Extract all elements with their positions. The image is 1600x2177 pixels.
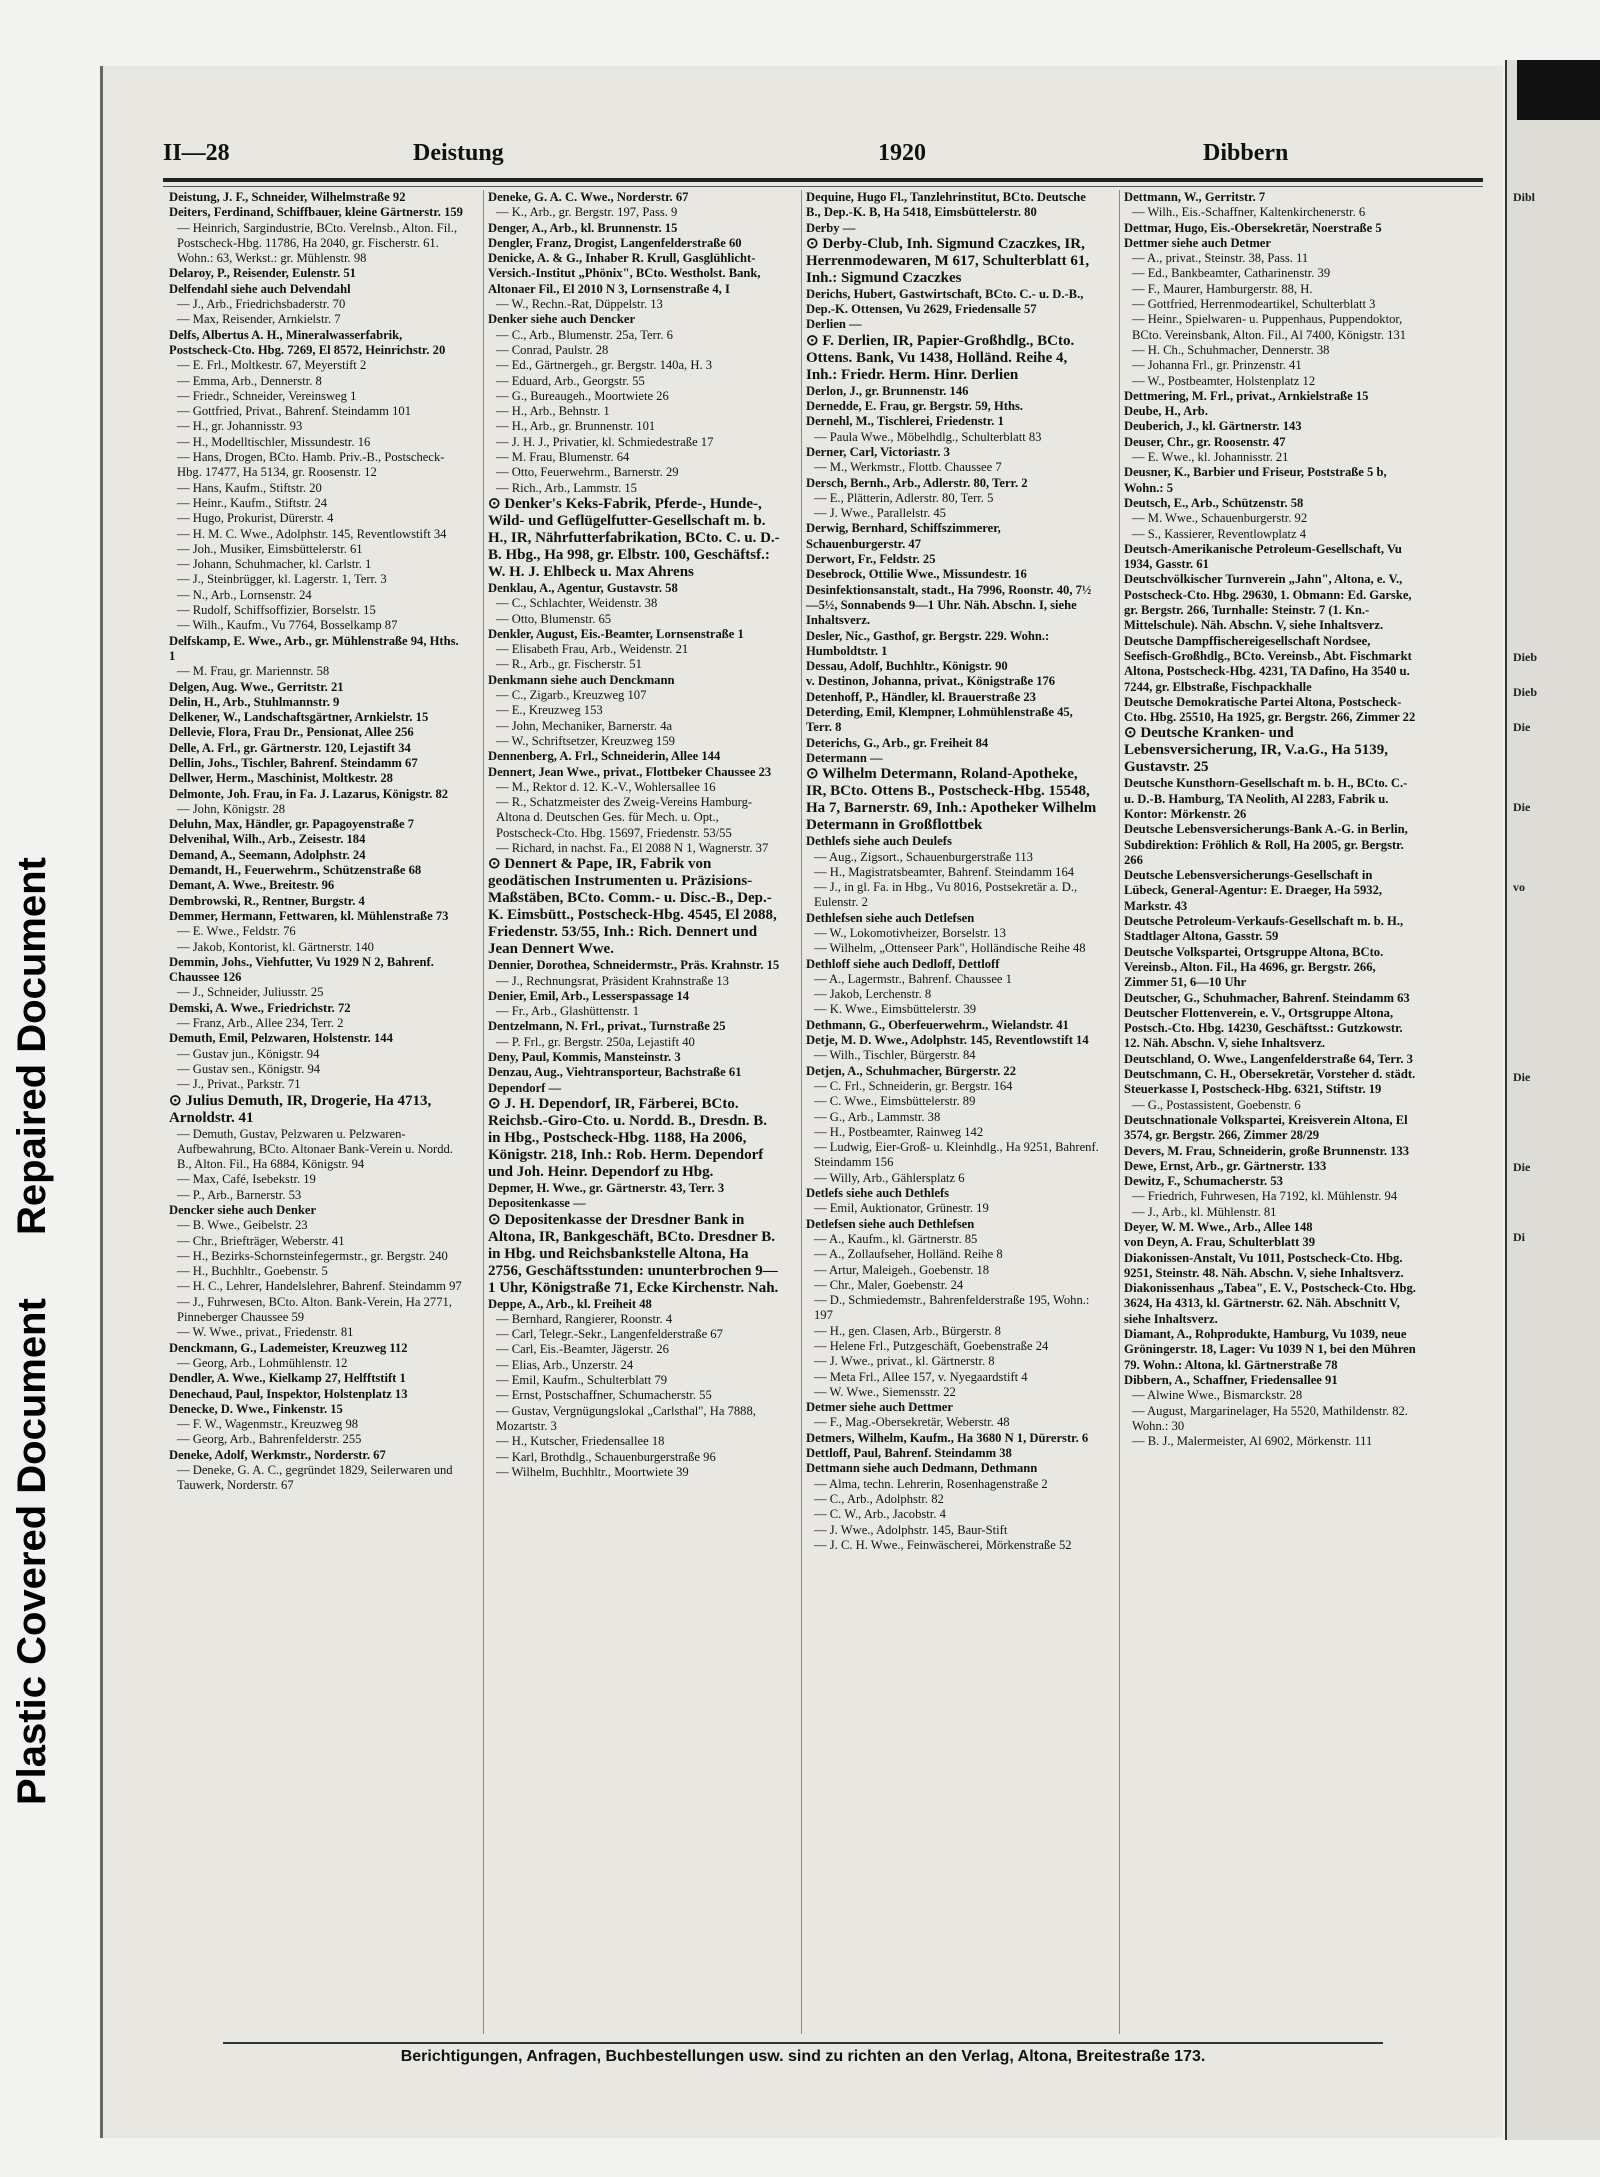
directory-entry: — M., Werkmstr., Flottb. Chaussee 7 xyxy=(814,460,1002,475)
directory-entry: Diakonissen-Anstalt, Vu 1011, Postscheck-Cto. Hbg. 9251, Steinstr. 48. Näh. Abschn. V, siehe Inhaltsverz. xyxy=(1124,1250,1404,1280)
directory-entry: — J. H. J., Privatier, kl. Schmiedestraße 17 xyxy=(496,434,714,449)
directory-entry: ⊙ Deutsche Kranken- und Lebensversicherung, IR, V.a.G., Ha 5139, Gustavstr. 25 xyxy=(1124,725,1389,776)
directory-entry: Dersch, Bernh., Arb., Adlerstr. 80, Terr. 2 xyxy=(806,475,1028,490)
directory-entry: Delin, H., Arb., Stuhlmannstr. 9 xyxy=(169,694,340,709)
directory-entry: — J., Arb., Friedrichsbaderstr. 70 xyxy=(177,297,346,312)
directory-entry: — Rich., Arb., Lammstr. 15 xyxy=(496,480,637,495)
directory-entry: — H. M. C. Wwe., Adolphstr. 145, Reventlowstift 34 xyxy=(177,526,447,541)
directory-entry: — C. Frl., Schneiderin, gr. Bergstr. 164 xyxy=(814,1078,1013,1093)
directory-entry: — B. J., Malermeister, Al 6902, Mörkenstr. 111 xyxy=(1132,1434,1373,1449)
directory-entry: — E., Plätterin, Adlerstr. 80, Terr. 5 xyxy=(814,490,994,505)
directory-entry: Diakonissenhaus „Tabea", E. V., Postscheck-Cto. Hbg. 3624, Ha 4313, kl. Gärtnerstr. 62. Näh. Abschnitt V, siehe Inhaltsverz. xyxy=(1124,1281,1416,1326)
directory-entry: Deterichs, G., Arb., gr. Freiheit 84 xyxy=(806,735,989,750)
directory-page xyxy=(100,66,1503,2138)
directory-entry: — P., Arb., Barnerstr. 53 xyxy=(177,1187,302,1202)
directory-entry: — Carl, Eis.-Beamter, Jägerstr. 26 xyxy=(496,1342,669,1357)
directory-entry: — P. Frl., gr. Bergstr. 250a, Lejastift 40 xyxy=(496,1034,695,1049)
directory-entry: von Deyn, A. Frau, Schulterblatt 39 xyxy=(1124,1235,1316,1250)
directory-entry: — J., Rechnungsrat, Präsident Krahnstraße 13 xyxy=(496,973,729,988)
directory-entry: — Friedr., Schneider, Vereinsweg 1 xyxy=(177,388,357,403)
directory-entry: — C. Wwe., Eimsbüttelerstr. 89 xyxy=(814,1094,976,1109)
directory-entry: Dettmering, M. Frl., privat., Arnkielstraße 15 xyxy=(1124,388,1369,403)
directory-entry: — W., Schriftsetzer, Kreuzweg 159 xyxy=(496,733,675,748)
directory-entry: — H. Ch., Schuhmacher, Dennerstr. 38 xyxy=(1132,342,1330,357)
directory-entry: Deppe, A., Arb., kl. Freiheit 48 xyxy=(488,1296,652,1311)
directory-entry: Dentzelmann, N. Frl., privat., Turnstraße 25 xyxy=(488,1019,726,1034)
directory-entry: — Max, Reisender, Arnkielstr. 7 xyxy=(177,312,341,327)
directory-entry: — C. W., Arb., Jacobstr. 4 xyxy=(814,1507,946,1522)
directory-entry: Delfendahl siehe auch Delvendahl xyxy=(169,281,351,296)
directory-entry: — C., Schlachter, Weidenstr. 38 xyxy=(496,596,658,611)
directory-entry: — August, Margarinelager, Ha 5520, Mathildenstr. 82. Wohn.: 30 xyxy=(1132,1403,1408,1433)
directory-entry: — J. C. H. Wwe., Feinwäscherei, Mörkenstraße 52 xyxy=(814,1537,1072,1552)
directory-entry: — A., Zollaufseher, Holländ. Reihe 8 xyxy=(814,1247,1003,1262)
directory-entry: Deistung, J. F., Schneider, Wilhelmstraße 92 xyxy=(169,190,406,204)
directory-entry: Dernedde, E. Frau, gr. Bergstr. 59, Hths. xyxy=(806,399,1024,414)
directory-entry: — R., Schatzmeister des Zweig-Vereins Hamburg-Altona d. Deutschen Ges. für Mech. u. Opt., Postscheck-Cto. Hbg. 15697, Friedenstr. 53/55 xyxy=(496,795,753,840)
directory-entry: — M. Wwe., Schauenburgerstr. 92 xyxy=(1132,511,1308,526)
adjacent-page-fragment: Die xyxy=(1513,800,1531,814)
directory-entry: Devers, M. Frau, Schneiderin, große Brunnenstr. 133 xyxy=(1124,1143,1410,1158)
directory-entry: Denckmann, G., Lademeister, Kreuzweg 112 xyxy=(169,1340,408,1355)
directory-columns xyxy=(165,190,1435,2034)
publisher-footer: Berichtigungen, Anfragen, Buchbestellungen usw. sind zu richten an den Verlag, Altona, Breitestraße 173. xyxy=(223,2042,1383,2066)
directory-entry: Deutscher, G., Schuhmacher, Bahrenf. Steindamm 63 xyxy=(1124,990,1410,1005)
directory-entry: Derner, Carl, Victoriastr. 3 xyxy=(806,444,950,459)
directory-entry: — C., Zigarb., Kreuzweg 107 xyxy=(496,688,647,703)
directory-entry: Deutsche Demokratische Partei Altona, Postscheck-Cto. Hbg. 25510, Ha 1925, gr. Bergstr. 266, Zimmer 22 xyxy=(1124,694,1416,725)
directory-entry: — W., Postbeamter, Holstenplatz 12 xyxy=(1132,373,1316,388)
directory-entry: Dethlefs siehe auch Deulefs xyxy=(806,834,952,849)
directory-entry: — Gottfried, Privat., Bahrenf. Steindamm 101 xyxy=(177,404,411,419)
directory-entry: Denzau, Aug., Viehtransporteur, Bachstraße 61 xyxy=(488,1065,742,1080)
directory-entry: — E. Wwe., Feldstr. 76 xyxy=(177,924,296,939)
directory-entry: — Otto, Feuerwehrm., Barnerstr. 29 xyxy=(496,465,679,480)
column-4 xyxy=(1119,190,1420,2034)
plastic-covered-document-label: Plastic Covered Document xyxy=(10,1298,54,1805)
directory-entry: Desler, Nic., Gasthof, gr. Bergstr. 229. Wohn.: Humboldtstr. 1 xyxy=(806,628,1050,658)
directory-entry: Detje, M. D. Wwe., Adolphstr. 145, Reventlowstift 14 xyxy=(806,1033,1089,1048)
directory-entry: — H., Buchhltr., Goebenstr. 5 xyxy=(177,1264,328,1279)
directory-entry: — Franz, Arb., Allee 234, Terr. 2 xyxy=(177,1016,344,1031)
directory-entry: Desinfektionsanstalt, stadt., Ha 7996, Roonstr. 40, 7½—5½, Sonnabends 9—1 Uhr. Näh. Abschn. I, siehe Inhaltsverz. xyxy=(806,582,1092,628)
directory-entry: — Willy, Arb., Gählersplatz 6 xyxy=(814,1170,965,1185)
directory-entry: — Emma, Arb., Dennerstr. 8 xyxy=(177,373,322,388)
directory-entry: v. Destinon, Johanna, privat., Königstraße 176 xyxy=(806,674,1056,689)
directory-entry: ⊙ Denker's Keks-Fabrik, Pferde-, Hunde-, Wild- und Geflügelfutter-Gesellschaft m. b. H., IR, Nährfutterfabrikation, BCto. C. u. D.-B. Hbg., Ha 998, gr. Elbstr. 100, Geschäftsf.: W. H. J. Ehlbeck u. Max Ahrens xyxy=(488,495,780,580)
directory-entry: — N., Arb., Lornsenstr. 24 xyxy=(177,587,312,602)
directory-entry: Dewe, Ernst, Arb., gr. Gärtnerstr. 133 xyxy=(1124,1158,1327,1173)
directory-entry: — Bernhard, Rangierer, Roonstr. 4 xyxy=(496,1311,673,1326)
directory-entry: Demand, A., Seemann, Adolphstr. 24 xyxy=(169,847,366,862)
directory-entry: — H., Bezirks-Schornsteinfegermstr., gr. Bergstr. 240 xyxy=(177,1248,448,1263)
directory-entry: — A., privat., Steinstr. 38, Pass. 11 xyxy=(1132,251,1309,266)
adjacent-page-fragment: Die xyxy=(1513,1070,1531,1084)
directory-entry: — S., Kassierer, Reventlowplatz 4 xyxy=(1132,526,1307,541)
directory-entry: Diamant, A., Rohprodukte, Hamburg, Vu 1039, neue Gröningerstr. 18, Lager: Vu 1039 N 1, bei den Mühren 79. Wohn.: Altona, kl. Gärtnerstraße 78 xyxy=(1124,1327,1416,1372)
directory-entry: Deutsche Petroleum-Verkaufs-Gesellschaft m. b. H., Stadtlager Altona, Gasstr. 59 xyxy=(1124,914,1404,944)
directory-entry: — Wilh., Eis.-Schaffner, Kaltenkirchenerstr. 6 xyxy=(1132,205,1366,220)
directory-entry: Deiters, Ferdinand, Schiffbauer, kleine Gärtnerstr. 159 xyxy=(169,205,463,220)
directory-entry: — Fr., Arb., Glashüttenstr. 1 xyxy=(496,1004,640,1019)
directory-entry: Dependorf — xyxy=(488,1080,562,1095)
directory-entry: — H., Arb., gr. Brunnenstr. 101 xyxy=(496,419,656,434)
directory-entry: Demmer, Hermann, Fettwaren, kl. Mühlenstraße 73 xyxy=(169,908,449,923)
directory-entry: Denkler, August, Eis.-Beamter, Lornsenstraße 1 xyxy=(488,626,744,641)
directory-entry: Deneke, G. A. C. Wwe., Norderstr. 67 xyxy=(488,190,689,204)
adjacent-page-fragment: Die xyxy=(1513,1160,1531,1174)
directory-entry: — E., Kreuzweg 153 xyxy=(496,703,603,718)
directory-entry: Derichs, Hubert, Gastwirtschaft, BCto. C.- u. D.-B., Dep.-K. Ottensen, Vu 2629, Friedensalle 57 xyxy=(806,286,1084,317)
directory-entry: — H., Postbeamter, Rainweg 142 xyxy=(814,1124,984,1139)
directory-entry: — Helene Frl., Putzgeschäft, Goebenstraße 24 xyxy=(814,1339,1049,1353)
directory-entry: — Ludwig, Eier-Groß- u. Kleinhdlg., Ha 9251, Bahrenf. Steindamm 156 xyxy=(814,1140,1099,1170)
directory-entry: — J. Wwe., Adolphstr. 145, Baur-Stift xyxy=(814,1522,1008,1537)
directory-entry: — A., Lagermstr., Bahrenf. Chaussee 1 xyxy=(814,971,1012,986)
directory-entry: — Friedrich, Fuhrwesen, Ha 7192, kl. Mühlenstr. 94 xyxy=(1132,1189,1398,1204)
directory-entry: — M. Frau, gr. Mariennstr. 58 xyxy=(177,664,330,679)
directory-entry: — Johanna Frl., gr. Prinzenstr. 41 xyxy=(1132,358,1302,373)
directory-entry: Dewitz, F., Schumacherstr. 53 xyxy=(1124,1174,1283,1189)
directory-entry: — W., Lokomotivheizer, Borselstr. 13 xyxy=(814,925,1006,940)
directory-entry: Dengler, Franz, Drogist, Langenfelderstraße 60 xyxy=(488,235,742,250)
directory-entry: — G., Arb., Lammstr. 38 xyxy=(814,1109,941,1124)
directory-entry: Dencker siehe auch Denker xyxy=(169,1203,317,1217)
directory-entry: Denker siehe auch Dencker xyxy=(488,312,636,327)
directory-entry: Dellin, Johs., Tischler, Bahrenf. Steindamm 67 xyxy=(169,755,418,770)
directory-entry: Demandt, H., Feuerwehrm., Schützenstraße 68 xyxy=(169,863,422,878)
directory-entry: — Aug., Zigsort., Schauenburgerstraße 113 xyxy=(814,849,1033,864)
directory-entry: Detmer siehe auch Dettmer xyxy=(806,1400,953,1415)
directory-entry: — J., Steinbrügger, kl. Lagerstr. 1, Terr. 3 xyxy=(177,572,387,587)
directory-entry: Dessau, Adolf, Buchhltr., Königstr. 90 xyxy=(806,659,1008,674)
directory-entry: — G., Postassistent, Goebenstr. 6 xyxy=(1132,1097,1301,1112)
directory-entry: Deutschland, O. Wwe., Langenfelderstraße 64, Terr. 3 xyxy=(1124,1051,1413,1066)
directory-entry: — Gustav sen., Königstr. 94 xyxy=(177,1061,321,1076)
directory-entry: — C., Arb., Blumenstr. 25a, Terr. 6 xyxy=(496,327,673,342)
directory-entry: ⊙ Derby-Club, Inh. Sigmund Czaczkes, IR, Herrenmodewaren, M 617, Schulterblatt 61, Inh.: Sigmund Czaczkes xyxy=(806,235,1090,286)
directory-entry: Dibbern, A., Schaffner, Friedensallee 91 xyxy=(1124,1372,1338,1387)
directory-entry: Depositenkasse — xyxy=(488,1196,586,1211)
directory-entry: Demmin, Johs., Viehfutter, Vu 1929 N 2, Bahrenf. Chaussee 126 xyxy=(169,954,434,985)
directory-entry: — E. Frl., Moltkestr. 67, Meyerstift 2 xyxy=(177,358,367,373)
directory-entry: — Paula Wwe., Möbelhdlg., Schulterblatt 83 xyxy=(814,429,1042,444)
adjacent-page-fragment: vo xyxy=(1513,880,1525,894)
header-year: 1920 xyxy=(878,140,926,166)
directory-entry: Dettmar, Hugo, Eis.-Obersekretär, Noerstraße 5 xyxy=(1124,220,1382,235)
directory-entry: — F., Maurer, Hamburgerstr. 88, H. xyxy=(1132,281,1313,296)
directory-entry: — Ed., Gärtnergeh., gr. Bergstr. 140a, H. 3 xyxy=(496,358,713,373)
directory-entry: Dendler, A. Wwe., Kielkamp 27, Helfftstift 1 xyxy=(169,1371,406,1386)
directory-entry: — Chr., Maler, Goebenstr. 24 xyxy=(814,1277,964,1292)
directory-entry: Deny, Paul, Kommis, Mansteinstr. 3 xyxy=(488,1050,681,1065)
directory-entry: Demuth, Emil, Pelzwaren, Holstenstr. 144 xyxy=(169,1031,393,1046)
directory-entry: — Heinr., Kaufm., Stiftstr. 24 xyxy=(177,495,328,510)
directory-entry: Delgen, Aug. Wwe., Gerritstr. 21 xyxy=(169,679,344,694)
directory-entry: Delkener, W., Landschaftsgärtner, Arnkielstr. 15 xyxy=(169,710,429,725)
directory-entry: — Deneke, G. A. C., gegründet 1829, Seilerwaren und Tauwerk, Norderstr. 67 xyxy=(177,1463,453,1493)
directory-entry: Dennert, Jean Wwe., privat., Flottbeker Chaussee 23 xyxy=(488,764,772,779)
directory-entry: Detjen, A., Schuhmacher, Bürgerstr. 22 xyxy=(806,1063,1017,1078)
directory-entry: Deutschnationale Volkspartei, Kreisverein Altona, El 3574, gr. Bergstr. 266, Zimmer 28/29 xyxy=(1124,1112,1408,1143)
directory-entry: — H., Arb., Behnstr. 1 xyxy=(496,404,610,419)
directory-entry: Delmonte, Joh. Frau, in Fa. J. Lazarus, Königstr. 82 xyxy=(169,786,449,801)
directory-entry: Deyer, W. M. Wwe., Arb., Allee 148 xyxy=(1124,1220,1313,1234)
directory-entry: — Max, Café, Isebekstr. 19 xyxy=(177,1172,316,1187)
adjacent-page-fragment: Dieb xyxy=(1513,650,1537,664)
directory-entry: — M., Rektor d. 12. K.-V., Wohlersallee 16 xyxy=(496,779,716,794)
directory-entry: Deutsch, E., Arb., Schützenstr. 58 xyxy=(1124,495,1304,510)
directory-entry: Demant, A. Wwe., Breitestr. 96 xyxy=(169,878,335,893)
directory-entry: Denicke, A. & G., Inhaber R. Krull, Gasglühlicht-Versich.-Institut „Phönix", BCto. Westholst. Bank, Altonaer Fil., El 2010 N 3, Lornsenstraße 4, I xyxy=(488,251,761,296)
directory-entry: — Gustav, Vergnügungslokal „Carlsthal", Ha 7888, Mozartstr. 3 xyxy=(496,1403,756,1433)
adjacent-page-fragment: Di xyxy=(1513,1230,1525,1244)
repaired-document-label: Repaired Document xyxy=(10,857,54,1235)
header-rule-thin xyxy=(163,186,1483,187)
directory-entry: — Richard, in nachst. Fa., El 2088 N 1, Wagnerstr. 37 xyxy=(496,840,769,855)
directory-entry: — Emil, Auktionator, Grünestr. 19 xyxy=(814,1201,989,1216)
directory-entry: — W., Rechn.-Rat, Düppelstr. 13 xyxy=(496,297,663,312)
directory-entry: — Chr., Briefträger, Weberstr. 41 xyxy=(177,1233,345,1248)
directory-entry: — Hugo, Prokurist, Dürerstr. 4 xyxy=(177,511,334,526)
directory-entry: Detmers, Wilhelm, Kaufm., Ha 3680 N 1, Dürerstr. 6 xyxy=(806,1430,1089,1445)
directory-entry: — E. Wwe., kl. Johannisstr. 21 xyxy=(1132,450,1289,465)
page-header xyxy=(163,140,1483,176)
header-last-word: Dibbern xyxy=(1203,140,1289,166)
directory-entry: — A., Kaufm., kl. Gärtnerstr. 85 xyxy=(814,1231,978,1246)
directory-entry: — John, Mechaniker, Barnerstr. 4a xyxy=(496,718,673,733)
directory-entry: Dellevie, Flora, Frau Dr., Pensionat, Allee 256 xyxy=(169,725,414,740)
directory-entry: — W. Wwe., privat., Friedenstr. 81 xyxy=(177,1325,354,1340)
directory-entry: Dethlefsen siehe auch Detlefsen xyxy=(806,910,975,925)
directory-entry: — Joh., Musiker, Eimsbüttelerstr. 61 xyxy=(177,541,363,556)
header-first-word: Deistung xyxy=(413,140,504,166)
directory-entry: Determann — xyxy=(806,750,883,765)
directory-entry: ⊙ Dennert & Pape, IR, Fabrik von geodätischen Instrumenten u. Präzisions-Maßstäben, BCto. Comm.- u. Disc.-B., Dep.-K. Eimsbütt., Postscheck-Hbg. 4545, El 2088, Friedenstr. 53/55, Inh.: Rich. Dennert und Jean Dennert Wwe. xyxy=(488,856,777,958)
directory-entry: — Elisabeth Frau, Arb., Weidenstr. 21 xyxy=(496,642,689,657)
directory-entry: Deube, H., Arb. xyxy=(1124,404,1208,419)
adjacent-page xyxy=(1505,60,1600,2140)
directory-entry: — Jakob, Lerchenstr. 8 xyxy=(814,987,932,1002)
directory-entry: — K. Wwe., Eimsbüttelerstr. 39 xyxy=(814,1002,977,1017)
directory-entry: Depmer, H. Wwe., gr. Gärtnerstr. 43, Terr. 3 xyxy=(488,1180,725,1195)
directory-entry: — Georg, Arb., Lohmühlenstr. 12 xyxy=(177,1355,348,1370)
directory-entry: ⊙ J. H. Dependorf, IR, Färberei, BCto. Reichsb.-Giro-Cto. u. Nordd. B., Dresdn. B. in Hbg., Postscheck-Hbg. 1188, Ha 2006, Königstr. 218, Inh.: Rob. Herm. Dependorf und Joh. Heinr. Dependorf zu Hbg. xyxy=(488,1095,768,1180)
directory-entry: — G., Bureaugeh., Moortwiete 26 xyxy=(496,388,669,403)
directory-entry: Denecke, D. Wwe., Finkenstr. 15 xyxy=(169,1401,343,1416)
directory-entry: Dequine, Hugo Fl., Tanzlehrinstitut, BCto. Deutsche B., Dep.-K. B, Ha 5418, Eimsbüttelerstr. 80 xyxy=(806,190,1086,220)
directory-entry: Detlefs siehe auch Dethlefs xyxy=(806,1186,950,1201)
directory-entry: Detlefsen siehe auch Dethlefsen xyxy=(806,1216,975,1231)
directory-entry: — Gottfried, Herrenmodeartikel, Schulterblatt 3 xyxy=(1132,297,1376,312)
directory-entry: Dettloff, Paul, Bahrenf. Steindamm 38 xyxy=(806,1446,1012,1461)
directory-entry: — John, Königstr. 28 xyxy=(177,801,286,816)
directory-entry: Deterding, Emil, Klempner, Lohmühlenstraße 45, Terr. 8 xyxy=(806,705,1073,735)
directory-entry: — Ernst, Postschaffner, Schumacherstr. 55 xyxy=(496,1388,712,1403)
directory-entry: Delaroy, P., Reisender, Eulenstr. 51 xyxy=(169,266,356,281)
directory-entry: Derby — xyxy=(806,220,856,235)
directory-entry: — F., Mag.-Obersekretär, Weberstr. 48 xyxy=(814,1415,1010,1430)
directory-entry: Deusner, K., Barbier und Friseur, Poststraße 5 b, Wohn.: 5 xyxy=(1124,465,1387,495)
directory-entry: ⊙ Depositenkasse der Dresdner Bank in Altona, IR, Bankgeschäft, BCto. Dresdner B. in Hbg. und Reichsbankstelle Altona, Ha 2756, Geschäftsstunden: ununterbrochen 9—1 Uhr, Königstraße 71, Ecke Kirchenstr. Nah. xyxy=(488,1211,779,1296)
page-number: II—28 xyxy=(163,140,230,166)
directory-entry: Dennenberg, A. Frl., Schneiderin, Allee 144 xyxy=(488,749,721,764)
directory-entry: Derlon, J., gr. Brunnenstr. 146 xyxy=(806,383,969,398)
directory-entry: — J. Wwe., privat., kl. Gärtnerstr. 8 xyxy=(814,1354,995,1369)
adjacent-page-fragment: Die xyxy=(1513,720,1531,734)
directory-entry: — Elias, Arb., Unzerstr. 24 xyxy=(496,1357,634,1372)
directory-entry: — Karl, Brothdlg., Schauenburgerstraße 96 xyxy=(496,1449,716,1464)
column-1 xyxy=(165,190,465,2034)
directory-entry: Derlien — xyxy=(806,317,862,332)
column-3 xyxy=(801,190,1102,2034)
directory-entry: — Wilh., Tischler, Bürgerstr. 84 xyxy=(814,1048,976,1063)
directory-entry: — H., Modelltischler, Missundestr. 16 xyxy=(177,434,371,449)
directory-entry: — Heinr., Spielwaren- u. Puppenhaus, Puppendoktor, BCto. Vereinsbank, Alton. Fil., Al 7400, Königstr. 131 xyxy=(1132,312,1407,342)
directory-entry: — Wilhelm, „Ottenseer Park", Holländische Reihe 48 xyxy=(814,941,1086,956)
directory-entry: — Carl, Telegr.-Sekr., Langenfelderstraße 67 xyxy=(496,1327,723,1342)
adjacent-page-fragment: Dieb xyxy=(1513,685,1537,699)
directory-entry: Detenhoff, P., Händler, kl. Brauerstraße 23 xyxy=(806,689,1036,704)
directory-entry: — F. W., Wagenmstr., Kreuzweg 98 xyxy=(177,1417,359,1432)
directory-entry: — Ed., Bankbeamter, Catharinenstr. 39 xyxy=(1132,266,1331,281)
directory-entry: — Hans, Kaufm., Stiftstr. 20 xyxy=(177,480,322,495)
directory-entry: — Gustav jun., Königstr. 94 xyxy=(177,1046,320,1061)
header-rule xyxy=(163,178,1483,182)
directory-entry: — Alma, techn. Lehrerin, Rosenhagenstraße 2 xyxy=(814,1476,1048,1491)
directory-entry: Desebrock, Ottilie Wwe., Missundestr. 16 xyxy=(806,567,1027,582)
directory-entry: — Rudolf, Schiffsoffizier, Borselstr. 15 xyxy=(177,603,376,618)
directory-entry: — M. Frau, Blumenstr. 64 xyxy=(496,450,630,465)
column-2 xyxy=(483,190,784,2034)
directory-entry: Denger, A., Arb., kl. Brunnenstr. 15 xyxy=(488,220,678,235)
directory-entry: Deutsch-Amerikanische Petroleum-Gesellschaft, Vu 1934, Gasstr. 61 xyxy=(1124,541,1402,572)
directory-entry: Deutsche Kunsthorn-Gesellschaft m. b. H., BCto. C.- u. D.-B. Hamburg, TA Neolith, Al 2283, Fabrik u. Kontor: Mörkenstr. 26 xyxy=(1124,776,1408,821)
adjacent-page-fragment: Dibl xyxy=(1513,190,1536,204)
directory-entry: Deutsche Volkspartei, Ortsgruppe Altona, BCto. Vereinsb., Alton. Fil., Ha 4696, gr. Bergstr. 266, Zimmer 51, 6—10 Uhr xyxy=(1124,944,1384,990)
directory-entry: Deutschvölkischer Turnverein „Jahn", Altona, e. V., Postscheck-Cto. Hbg. 29630, 1. Obmann: Ed. Garske, gr. Bergstr. 266, Turnhalle: Steinstr. 7 (1. Kn.-Mittelschule). Näh. Abschn. V, siehe Inhaltsverz. xyxy=(1124,572,1412,633)
directory-entry: — H. C., Lehrer, Handelslehrer, Bahrenf. Steindamm 97 xyxy=(177,1279,462,1294)
directory-entry: ⊙ Wilhelm Determann, Roland-Apotheke, IR, BCto. Ottens B., Postscheck-Hbg. 15548, Ha 7, Barnerstr. 69, Inh.: Apotheker Wilhelm Determann in Großflottbek xyxy=(806,766,1097,834)
directory-entry: Dettmer siehe auch Detmer xyxy=(1124,235,1271,250)
directory-entry: Denklau, A., Agentur, Gustavstr. 58 xyxy=(488,580,678,595)
directory-entry: ⊙ F. Derlien, IR, Papier-Großhdlg., BCto. Ottens. Bank, Vu 1438, Holländ. Reihe 4, Inh.: Friedr. Herm. Hinr. Derlien xyxy=(806,332,1075,383)
directory-entry: — Wilhelm, Buchhltr., Moortwiete 39 xyxy=(496,1464,689,1479)
directory-entry: Dernehl, M., Tischlerei, Friedenstr. 1 xyxy=(806,414,1004,429)
directory-entry: — Hans, Drogen, BCto. Hamb. Priv.-B., Postscheck-Hbg. 17477, Ha 5134, gr. Roosenstr. 12 xyxy=(177,450,445,480)
directory-entry: Dellwer, Herm., Maschinist, Moltkestr. 28 xyxy=(169,771,393,786)
directory-entry: Dettmann siehe auch Dedmann, Dethmann xyxy=(806,1461,1038,1476)
directory-entry: — Johann, Schuhmacher, kl. Carlstr. 1 xyxy=(177,557,372,572)
directory-entry: Deuser, Chr., gr. Roosenstr. 47 xyxy=(1124,434,1286,449)
directory-entry: Deluhn, Max, Händler, gr. Papagoyenstraße 7 xyxy=(169,817,415,832)
directory-entry: Dethmann, G., Oberfeuerwehrm., Wielandstr. 41 xyxy=(806,1017,1069,1032)
directory-entry: Deutsche Lebensversicherungs-Bank A.-G. in Berlin, Subdirektion: Fröhlich & Roll, Ha 2005, gr. Bergstr. 266 xyxy=(1124,822,1408,867)
directory-entry: — J., Privat., Parkstr. 71 xyxy=(177,1077,301,1092)
directory-entry: Deneke, Adolf, Werkmstr., Norderstr. 67 xyxy=(169,1447,386,1462)
directory-entry: — Demuth, Gustav, Pelzwaren u. Pelzwaren-Aufbewahrung, BCto. Altonaer Bank-Verein u. Nordd. B., Alton. Fil., Ha 6884, Königstr. 94 xyxy=(177,1126,453,1172)
directory-entry: — J., Schneider, Juliusstr. 25 xyxy=(177,985,324,1000)
directory-entry: — Wilh., Kaufm., Vu 7764, Bosselkamp 87 xyxy=(177,618,398,633)
directory-entry: — B. Wwe., Geibelstr. 23 xyxy=(177,1218,308,1233)
directory-entry: — J. Wwe., Parallelstr. 45 xyxy=(814,506,946,521)
directory-entry: — H., gen. Clasen, Arb., Bürgerstr. 8 xyxy=(814,1323,1001,1338)
directory-entry: — K., Arb., gr. Bergstr. 197, Pass. 9 xyxy=(496,205,678,220)
directory-entry: Delfs, Albertus A. H., Mineralwasserfabrik, Postscheck-Cto. Hbg. 7269, El 8572, Heinrichstr. 20 xyxy=(169,327,446,357)
directory-entry: — Georg, Arb., Bahrenfelderstr. 255 xyxy=(177,1432,362,1447)
directory-entry: — Jakob, Kontorist, kl. Gärtnerstr. 140 xyxy=(177,939,374,954)
directory-entry: — W. Wwe., Siemensstr. 22 xyxy=(814,1384,956,1399)
directory-entry: — D., Schmiedemstr., Bahrenfelderstraße 195, Wohn.: 197 xyxy=(814,1293,1090,1323)
directory-entry: Denechaud, Paul, Inspektor, Holstenplatz 13 xyxy=(169,1386,408,1401)
directory-entry: — Conrad, Paulstr. 28 xyxy=(496,342,609,357)
directory-entry: — J., Arb., kl. Mühlenstr. 81 xyxy=(1132,1204,1277,1219)
directory-entry: Derwort, Fr., Feldstr. 25 xyxy=(806,552,936,567)
directory-entry: Delle, A. Frl., gr. Gärtnerstr. 120, Lejastift 34 xyxy=(169,740,411,755)
directory-entry: — Alwine Wwe., Bismarckstr. 28 xyxy=(1132,1388,1303,1403)
directory-entry: Delvenihal, Wilh., Arb., Zeisestr. 184 xyxy=(169,832,366,847)
directory-entry: Deuberich, J., kl. Gärtnerstr. 143 xyxy=(1124,419,1302,434)
directory-entry: — J., in gl. Fa. in Hbg., Vu 8016, Postsekretär a. D., Eulenstr. 2 xyxy=(814,880,1078,910)
directory-entry: — Otto, Blumenstr. 65 xyxy=(496,611,612,626)
directory-entry: Demski, A. Wwe., Friedrichstr. 72 xyxy=(169,1000,351,1015)
directory-entry: — H., Kutscher, Friedensallee 18 xyxy=(496,1434,665,1449)
directory-entry: — Heinrich, Sargindustrie, BCto. Verelnsb., Alton. Fil., Postscheck-Hbg. 11786, Ha 2040, gr. Fischerstr. 61. Wohn.: 63, Werkst.: gr. Mühlenstr. 98 xyxy=(177,220,458,266)
directory-entry: — Emil, Kaufm., Schulterblatt 79 xyxy=(496,1373,668,1388)
directory-entry: ⊙ Julius Demuth, IR, Drogerie, Ha 4713, Arnoldstr. 41 xyxy=(169,1092,432,1126)
adjacent-page-shadow xyxy=(1517,60,1600,120)
directory-entry: Denkmann siehe auch Denckmann xyxy=(488,672,675,687)
directory-entry: — R., Arb., gr. Fischerstr. 51 xyxy=(496,657,642,672)
directory-entry: Deutscher Flottenverein, e. V., Ortsgruppe Altona, Postsch.-Cto. Hbg. 14230, Geschäftsst.: Gutzkowstr. 12. Näh. Abschn. V, siehe Inhaltsverz. xyxy=(1124,1005,1403,1051)
directory-entry: — Eduard, Arb., Georgstr. 55 xyxy=(496,373,645,388)
directory-entry: Dethloff siehe auch Dedloff, Dettloff xyxy=(806,956,1000,971)
directory-entry: Derwig, Bernhard, Schiffszimmerer, Schauenburgerstr. 47 xyxy=(806,521,1001,551)
directory-entry: Deutschmann, C. H., Obersekretär, Vorsteher d. städt. Steuerkasse I, Postscheck-Hbg. 6321, Stiftstr. 19 xyxy=(1124,1067,1416,1097)
directory-entry: — J., Fuhrwesen, BCto. Alton. Bank-Verein, Ha 2771, Pinneberger Chaussee 59 xyxy=(177,1294,452,1325)
directory-entry: — Meta Frl., Allee 157, v. Nyegaardstift 4 xyxy=(814,1369,1028,1384)
directory-entry: Dennier, Dorothea, Schneidermstr., Präs. Krahnstr. 15 xyxy=(488,958,780,973)
directory-entry: Dettmann, W., Gerritstr. 7 xyxy=(1124,190,1266,204)
directory-entry: — H., Magistratsbeamter, Bahrenf. Steindamm 164 xyxy=(814,864,1075,879)
directory-entry: Delfskamp, E. Wwe., Arb., gr. Mühlenstraße 94, Hths. 1 xyxy=(169,633,459,663)
directory-entry: Deutsche Lebensversicherungs-Gesellschaft in Lübeck, General-Agentur: E. Draeger, Ha 5932, Markstr. 43 xyxy=(1124,868,1383,913)
directory-entry: Deutsche Dampffischereigesellschaft Nordsee, Seefisch-Großhdlg., BCto. Vereinsb., Abt. Fischmarkt Altona, Postscheck-Hbg. 4231, TA Dafino, Ha 3540 u. 7244, gr. Elbstraße, Fischpackhalle xyxy=(1124,633,1412,694)
directory-entry: — Artur, Maleigeh., Goebenstr. 18 xyxy=(814,1262,990,1277)
directory-entry: Denier, Emil, Arb., Lesserspassage 14 xyxy=(488,988,690,1003)
directory-entry: — C., Arb., Adolphstr. 82 xyxy=(814,1491,944,1506)
directory-entry: — H., gr. Johannisstr. 93 xyxy=(177,419,303,434)
directory-entry: Dembrowski, R., Rentner, Burgstr. 4 xyxy=(169,893,365,908)
